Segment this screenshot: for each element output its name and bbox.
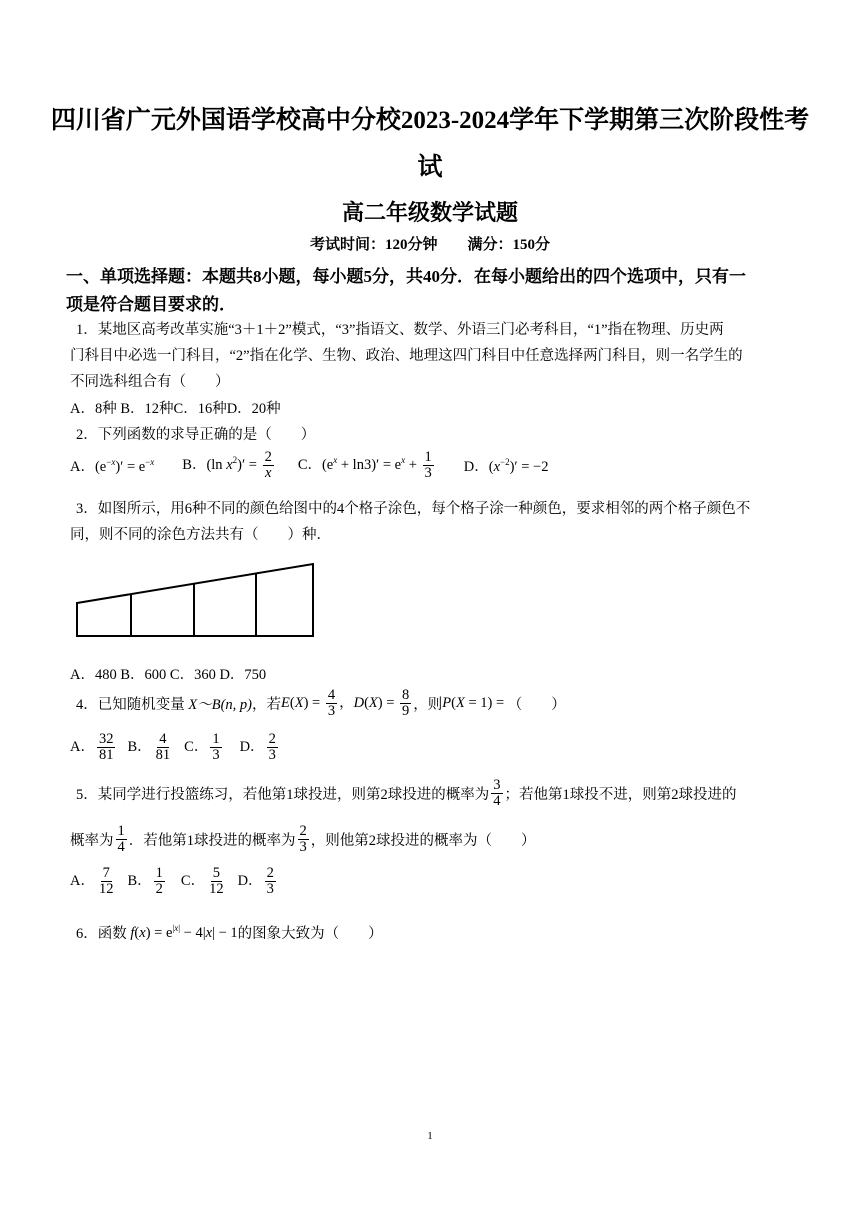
q3-grid-figure xyxy=(70,558,320,643)
q3-line-2: 同，则不同的涂色方法共有（ ）种． xyxy=(70,527,331,543)
q4-option-a: A． $\frac{32}{81}$ xyxy=(70,731,114,764)
q4-suffix: （ ） xyxy=(507,697,566,714)
section-heading-line-2: 项是符合题目要求的． xyxy=(66,295,236,314)
q2-option-c: C．$(e^x + \ln 3)' = e^x$ + $\frac{1}{3}$ xyxy=(297,449,432,482)
q2-option-d: D．$(x^{-2})' = -2$ xyxy=(463,457,549,476)
q5-frac-3-4: $\frac{3}{4}$ xyxy=(493,777,501,810)
q4-option-d: D． $\frac{2}{3}$ xyxy=(239,731,276,764)
q4-distribution: X～B(n, p) xyxy=(184,697,252,714)
q5-option-c: C． $\frac{5}{12}$ xyxy=(180,865,224,898)
q1-line-1: 1．某地区高考改革实施“3＋1＋2”模式，“3”指语文、数学、外语三门必考科目，“1”指在物理、历史两 xyxy=(76,322,724,338)
q6-stem xyxy=(76,922,383,943)
q4-prefix: 4．已知随机变量 xyxy=(76,697,185,714)
q2-options xyxy=(70,450,548,481)
q3-options: A．480 B．600 C．360 D．750 xyxy=(70,667,267,683)
q5-line-2c: ，则他第2球投进的概率为（ ） xyxy=(310,833,536,850)
exam-info: 考试时间：120分钟 满分：150分 xyxy=(309,237,550,253)
q5-option-b: B． $\frac{1}{2}$ xyxy=(127,865,163,898)
q5-line-1 xyxy=(76,778,737,809)
q4-mid-2: ，则 xyxy=(413,697,443,714)
q5-line-2b: ．若他第1球投进的概率为 xyxy=(128,833,296,850)
q5-line-1b: ；若他第1球投不进，则第2球投进的 xyxy=(504,787,737,804)
subtitle: 高二年级数学试题 xyxy=(341,200,518,225)
q5-frac-1-4: $\frac{1}{4}$ xyxy=(117,823,125,856)
q2-option-b: B．(ln $x^2)'$ = $\frac{2}{x}$ xyxy=(182,449,272,482)
q5-line-1a: 5．某同学进行投篮练习，若他第1球投进，则第2球投进的概率为 xyxy=(76,787,490,804)
title-line-2: 试 xyxy=(417,154,443,181)
q2-option-a: A．$(e^{-x})' = e^{-x}$ xyxy=(70,457,155,476)
q5-option-a: A． $\frac{7}{12}$ xyxy=(70,865,114,898)
q4-stem xyxy=(76,688,566,719)
title-line-1: 四川省广元外国语学校高中分校2023-2024学年下学期第三次阶段性考 xyxy=(50,107,810,134)
q6-prefix: 6．函数 xyxy=(76,926,127,942)
page-number: 1 xyxy=(427,1130,433,1142)
q6-suffix: 的图象大致为（ ） xyxy=(237,926,383,942)
q5-line-2a: 概率为 xyxy=(70,833,114,850)
q4-option-c: C． $\frac{1}{3}$ xyxy=(184,731,220,764)
q5-options xyxy=(70,866,278,897)
q4-mid-1: ，若 xyxy=(252,697,281,714)
q5-option-d: D． $\frac{2}{3}$ xyxy=(237,865,274,898)
q2-stem: 2．下列函数的求导正确的是（ ） xyxy=(76,427,316,443)
q4-options xyxy=(70,732,280,763)
q5-frac-2-3: $\frac{2}{3}$ xyxy=(299,823,307,856)
q4-expectation: E(X) = $\frac{4}{3}$ ， xyxy=(281,687,354,720)
section-heading-line-1: 一、单项选择题：本题共8小题，每小题5分，共40分．在每小题给出的四个选项中，只有一 xyxy=(66,267,746,286)
q3-line-1: 3．如图所示，用6种不同的颜色给图中的4个格子涂色，每个格子涂一种颜色，要求相邻的两个格子颜色不 xyxy=(76,501,751,517)
q1-options: A．8种 B．12种C．16种D．20种 xyxy=(70,401,281,417)
q5-line-2 xyxy=(70,824,536,855)
q4-probability: P(X = 1) = xyxy=(442,695,508,712)
q4-option-b: B． $\frac{4}{81}$ xyxy=(127,731,171,764)
q6-function: $f(x) = e^{|x|} - 4|x| - 1$ xyxy=(130,923,238,941)
q1-line-2: 门科目中必选一门科目，“2”指在化学、生物、政治、地理这四门科目中任意选择两门科目，则一名学生的 xyxy=(70,348,743,364)
q4-variance: D(X) = $\frac{8}{9}$ xyxy=(353,687,410,720)
q1-line-3: 不同选科组合有（ ） xyxy=(70,374,230,390)
